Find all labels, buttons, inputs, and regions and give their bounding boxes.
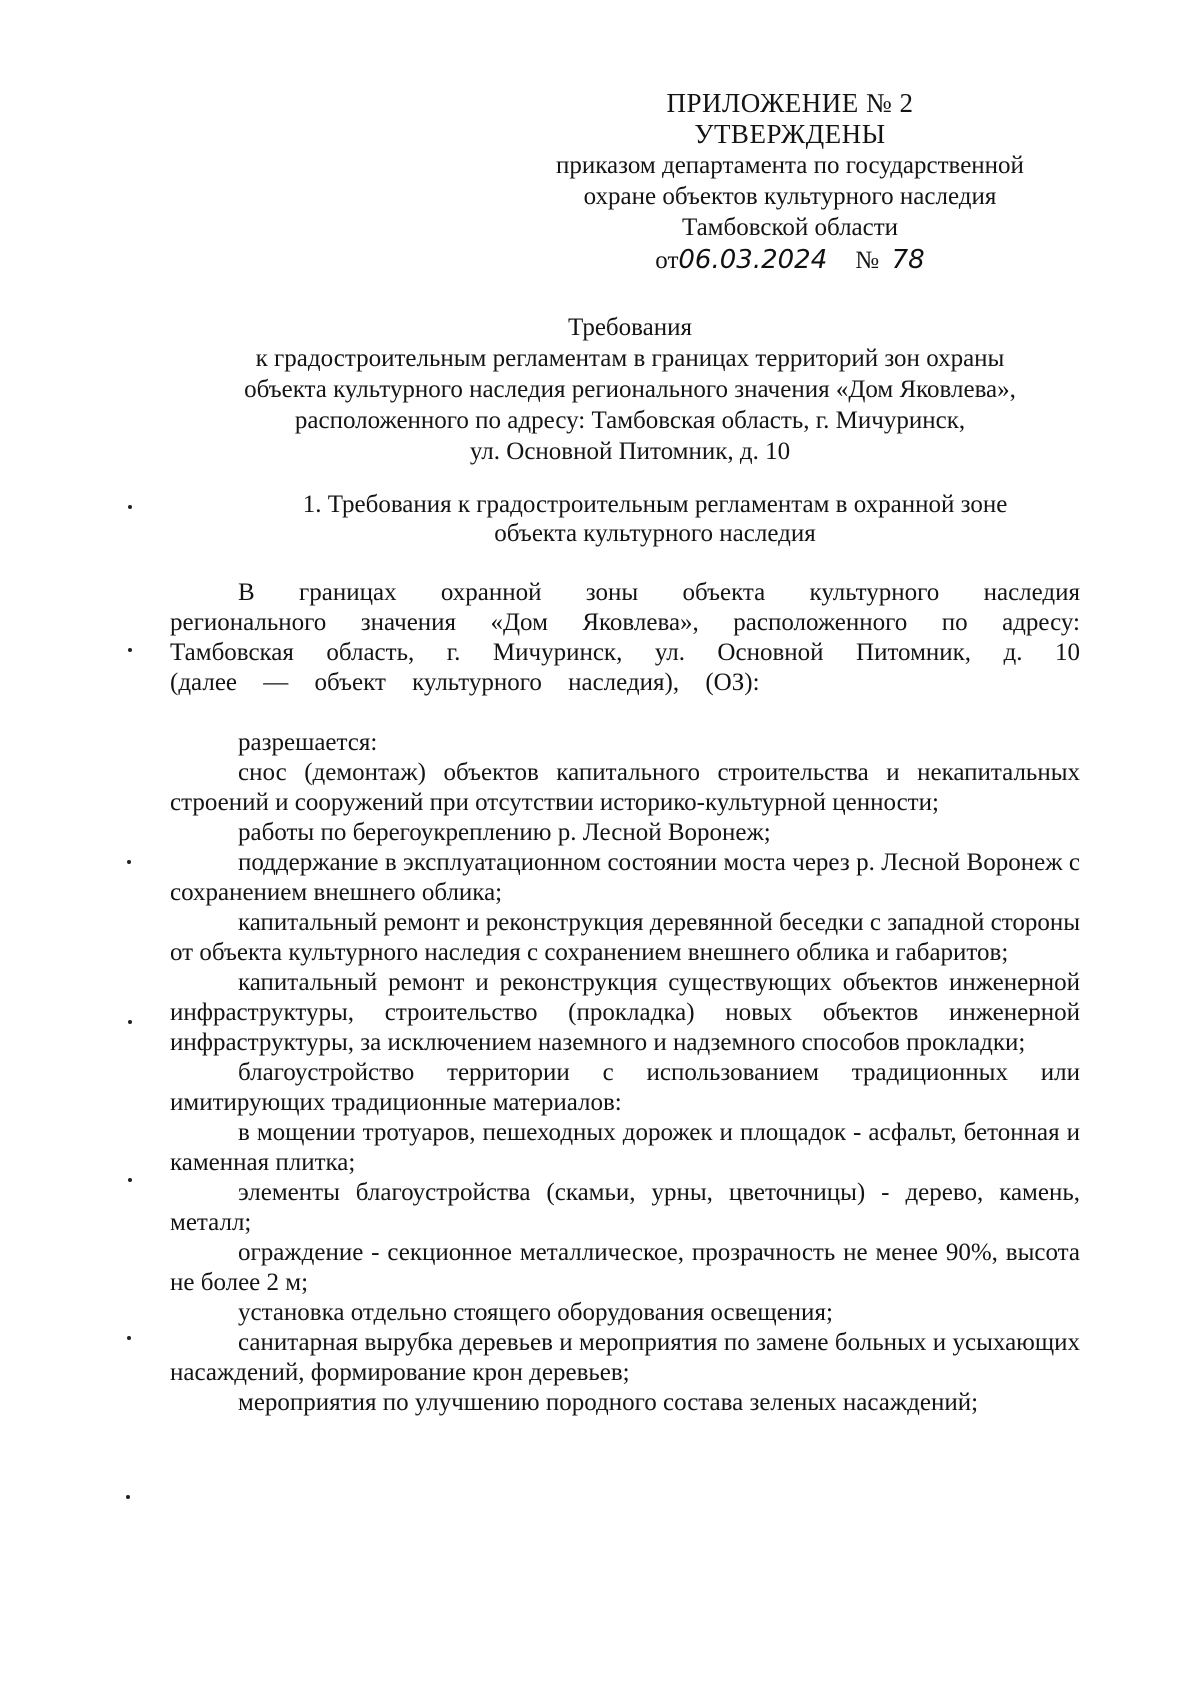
section-heading-line: объекта культурного наследия — [494, 520, 816, 547]
permitted-label: разрешается: — [238, 729, 378, 756]
title-line: объекта культурного наследия регионального значения «Дом Яковлева», — [244, 376, 1016, 403]
title-line: расположенного по адресу: Тамбовская область, г. Мичуринск, — [294, 407, 966, 434]
list-item: работы по берегоукреплению р. Лесной Воронеж; — [238, 819, 771, 846]
approval-block — [520, 88, 1060, 276]
approval-order-line: приказом департамента по государственной — [556, 152, 1024, 179]
scan-speck — [128, 648, 132, 652]
section-heading — [250, 490, 1060, 548]
title-line: к градостроительным регламентам в границах территорий зон охраны — [255, 345, 1005, 372]
appendix-number: ПРИЛОЖЕНИЕ № 2 — [666, 88, 914, 118]
number-label: № — [855, 247, 880, 274]
scan-speck — [128, 505, 132, 509]
scan-speck — [128, 1178, 132, 1182]
approved-heading: УТВЕРЖДЕНЫ — [694, 119, 886, 149]
list-item: благоустройство территории с использованием традиционных или имитирующих традиционные материалов: — [170, 1059, 1080, 1116]
intro-paragraph: В границах охранной зоны объекта культурного наследия регионального значения «Дом Яковлева», расположенного по адресу: Тамбовская область, г. Мичуринск, ул. Основной Питомник, д. 10 (далее — объект культурного наследия), (ОЗ): — [170, 579, 1080, 696]
approval-region-line: Тамбовской области — [681, 214, 899, 241]
title-line: ул. Основной Питомник, д. 10 — [469, 438, 791, 465]
date-prefix: от — [655, 247, 679, 274]
list-item: ограждение - секционное металлическое, прозрачность не менее 90%, высота не более 2 м; — [170, 1239, 1080, 1296]
list-item: установка отдельно стоящего оборудования освещения; — [238, 1299, 833, 1326]
title-heading: Требования — [568, 314, 692, 341]
section-heading-line: 1. Требования к градостроительным регламентам в охранной зоне — [302, 491, 1008, 518]
list-item: капитальный ремонт и реконструкция существующих объектов инженерной инфраструктуры, строительство (прокладка) новых объектов инженерной инфраструктуры, за исключением наземного и надземного способов прокладки; — [170, 969, 1080, 1056]
document-body — [170, 578, 1080, 1418]
approval-date-line — [520, 245, 1060, 276]
list-item: в мощении тротуаров, пешеходных дорожек и площадок - асфальт, бетонная и каменная плитка; — [170, 1119, 1080, 1176]
list-item: мероприятия по улучшению породного состава зеленых насаждений; — [238, 1389, 979, 1416]
list-item: элементы благоустройства (скамьи, урны, цветочницы) - дерево, камень, металл; — [170, 1179, 1080, 1236]
scan-speck — [127, 860, 131, 864]
list-item: поддержание в эксплуатационном состоянии моста через р. Лесной Воронеж с сохранением внешнего облика; — [170, 849, 1080, 906]
list-item: санитарная вырубка деревьев и мероприятия по замене больных и усыхающих насаждений, формирование крон деревьев; — [170, 1329, 1080, 1386]
handwritten-number: 78 — [891, 245, 925, 275]
scan-speck — [128, 1020, 132, 1024]
list-item: капитальный ремонт и реконструкция деревянной беседки с западной стороны от объекта культурного наследия с сохранением внешнего облика и габаритов; — [170, 909, 1080, 966]
paragraph-spacer — [170, 698, 1080, 728]
scan-speck — [127, 1336, 131, 1340]
document-title — [170, 312, 1090, 467]
approval-department-line: охране объектов культурного наследия — [583, 183, 997, 210]
handwritten-date: 06.03.2024 — [678, 245, 828, 275]
list-item: снос (демонтаж) объектов капитального строительства и некапитальных строений и сооружений при отсутствии историко-культурной ценности; — [170, 759, 1080, 816]
scan-speck — [126, 1495, 130, 1499]
